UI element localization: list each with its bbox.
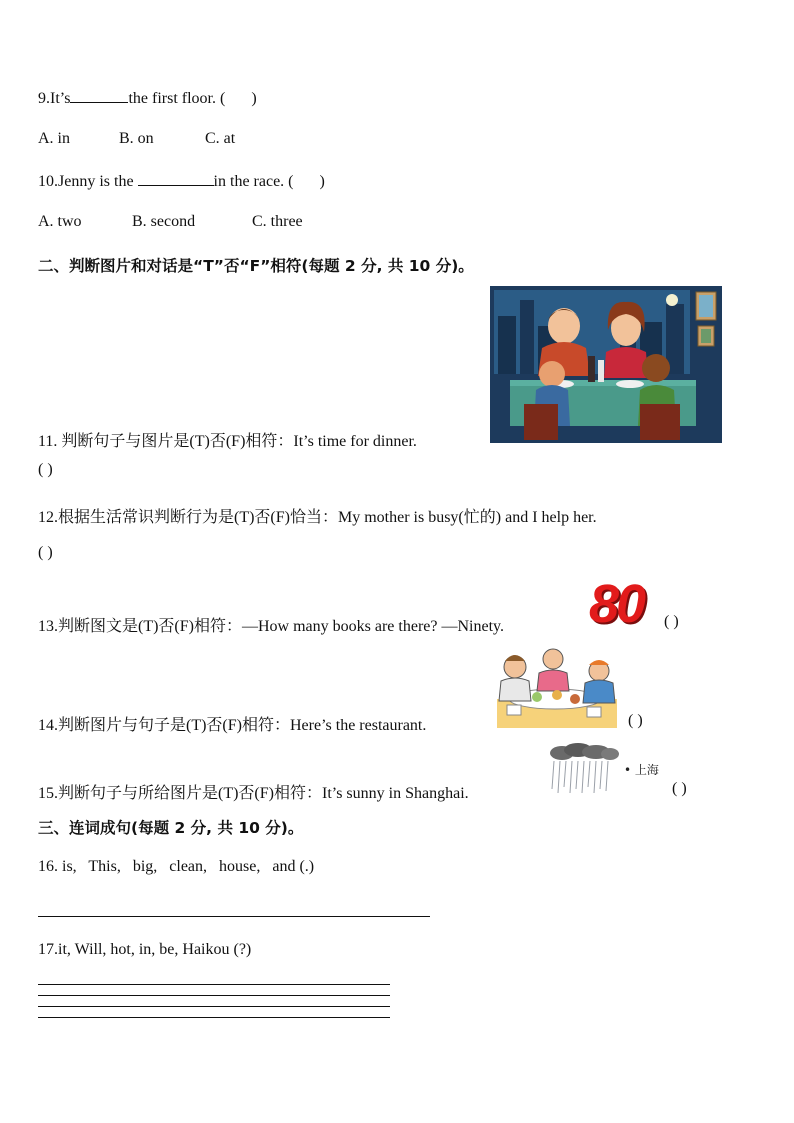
q12-answer-paren[interactable]: ( ) (38, 544, 53, 561)
family-meal-picture (497, 645, 617, 728)
section-2-title: 二、判断图片和对话是“T”否“F”相符(每题 2 分, 共 10 分)。 (38, 257, 474, 275)
number-80-picture: 80 (589, 574, 644, 634)
question-11: 11. 判断句子与图片是(T)否(F)相符：It’s time for dinner. (38, 433, 417, 450)
q11-answer-paren[interactable]: ( ) (38, 461, 53, 478)
q9-option-a[interactable]: A. in (38, 130, 70, 147)
question-14: 14.判断图片与句子是(T)否(F)相符：Here’s the restaurant. (38, 717, 427, 734)
q10-option-a[interactable]: A. two (38, 213, 82, 230)
q13-answer-paren[interactable]: ( ) (664, 613, 679, 630)
q14-answer-paren[interactable]: ( ) (628, 712, 643, 729)
q10-paren-close: ) (319, 173, 325, 190)
q10-option-b[interactable]: B. second (132, 213, 196, 230)
shanghai-label: • 上海 (624, 763, 659, 777)
family-dinner-picture (490, 286, 722, 443)
q10-option-c[interactable]: C. three (252, 213, 303, 230)
q17-answer-line-3[interactable] (38, 1006, 390, 1007)
question-17: 17.it, Will, hot, in, be, Haikou (?) (38, 941, 252, 958)
question-9 (38, 88, 257, 108)
q15-answer-paren[interactable]: ( ) (672, 780, 687, 797)
question-12: 12.根据生活常识判断行为是(T)否(F)恰当：My mother is busy(忙的) and I help her. (38, 509, 597, 526)
question-15: 15.判断句子与所给图片是(T)否(F)相符：It’s sunny in Shanghai. (38, 785, 469, 802)
q9-option-b[interactable]: B. on (119, 130, 154, 147)
q16-answer-line[interactable] (38, 916, 430, 917)
question-13: 13.判断图文是(T)否(F)相符：—How many books are there? —Ninety. (38, 618, 504, 635)
q9-paren-close: ) (251, 90, 257, 107)
q17-answer-line-4[interactable] (38, 1017, 390, 1018)
question-16: 16. is, This, big, clean, house, and (.) (38, 858, 315, 875)
q10-stem-before: 10.Jenny is the (38, 173, 134, 190)
q9-answer-blank[interactable] (70, 88, 128, 103)
q9-option-c[interactable]: C. at (205, 130, 236, 147)
q17-answer-line-1[interactable] (38, 984, 390, 985)
question-10 (38, 171, 325, 191)
q10-stem-after: in the race. ( (213, 173, 294, 190)
q9-options (38, 130, 235, 148)
q10-options (38, 213, 303, 231)
rainy-cloud-picture (548, 743, 620, 795)
q17-answer-line-2[interactable] (38, 995, 390, 996)
q9-stem-before: 9.It’s (38, 90, 71, 107)
q9-stem-after: the first floor. ( (128, 90, 226, 107)
q10-answer-blank[interactable] (138, 171, 214, 186)
section-3-title: 三、连词成句(每题 2 分, 共 10 分)。 (38, 819, 304, 837)
